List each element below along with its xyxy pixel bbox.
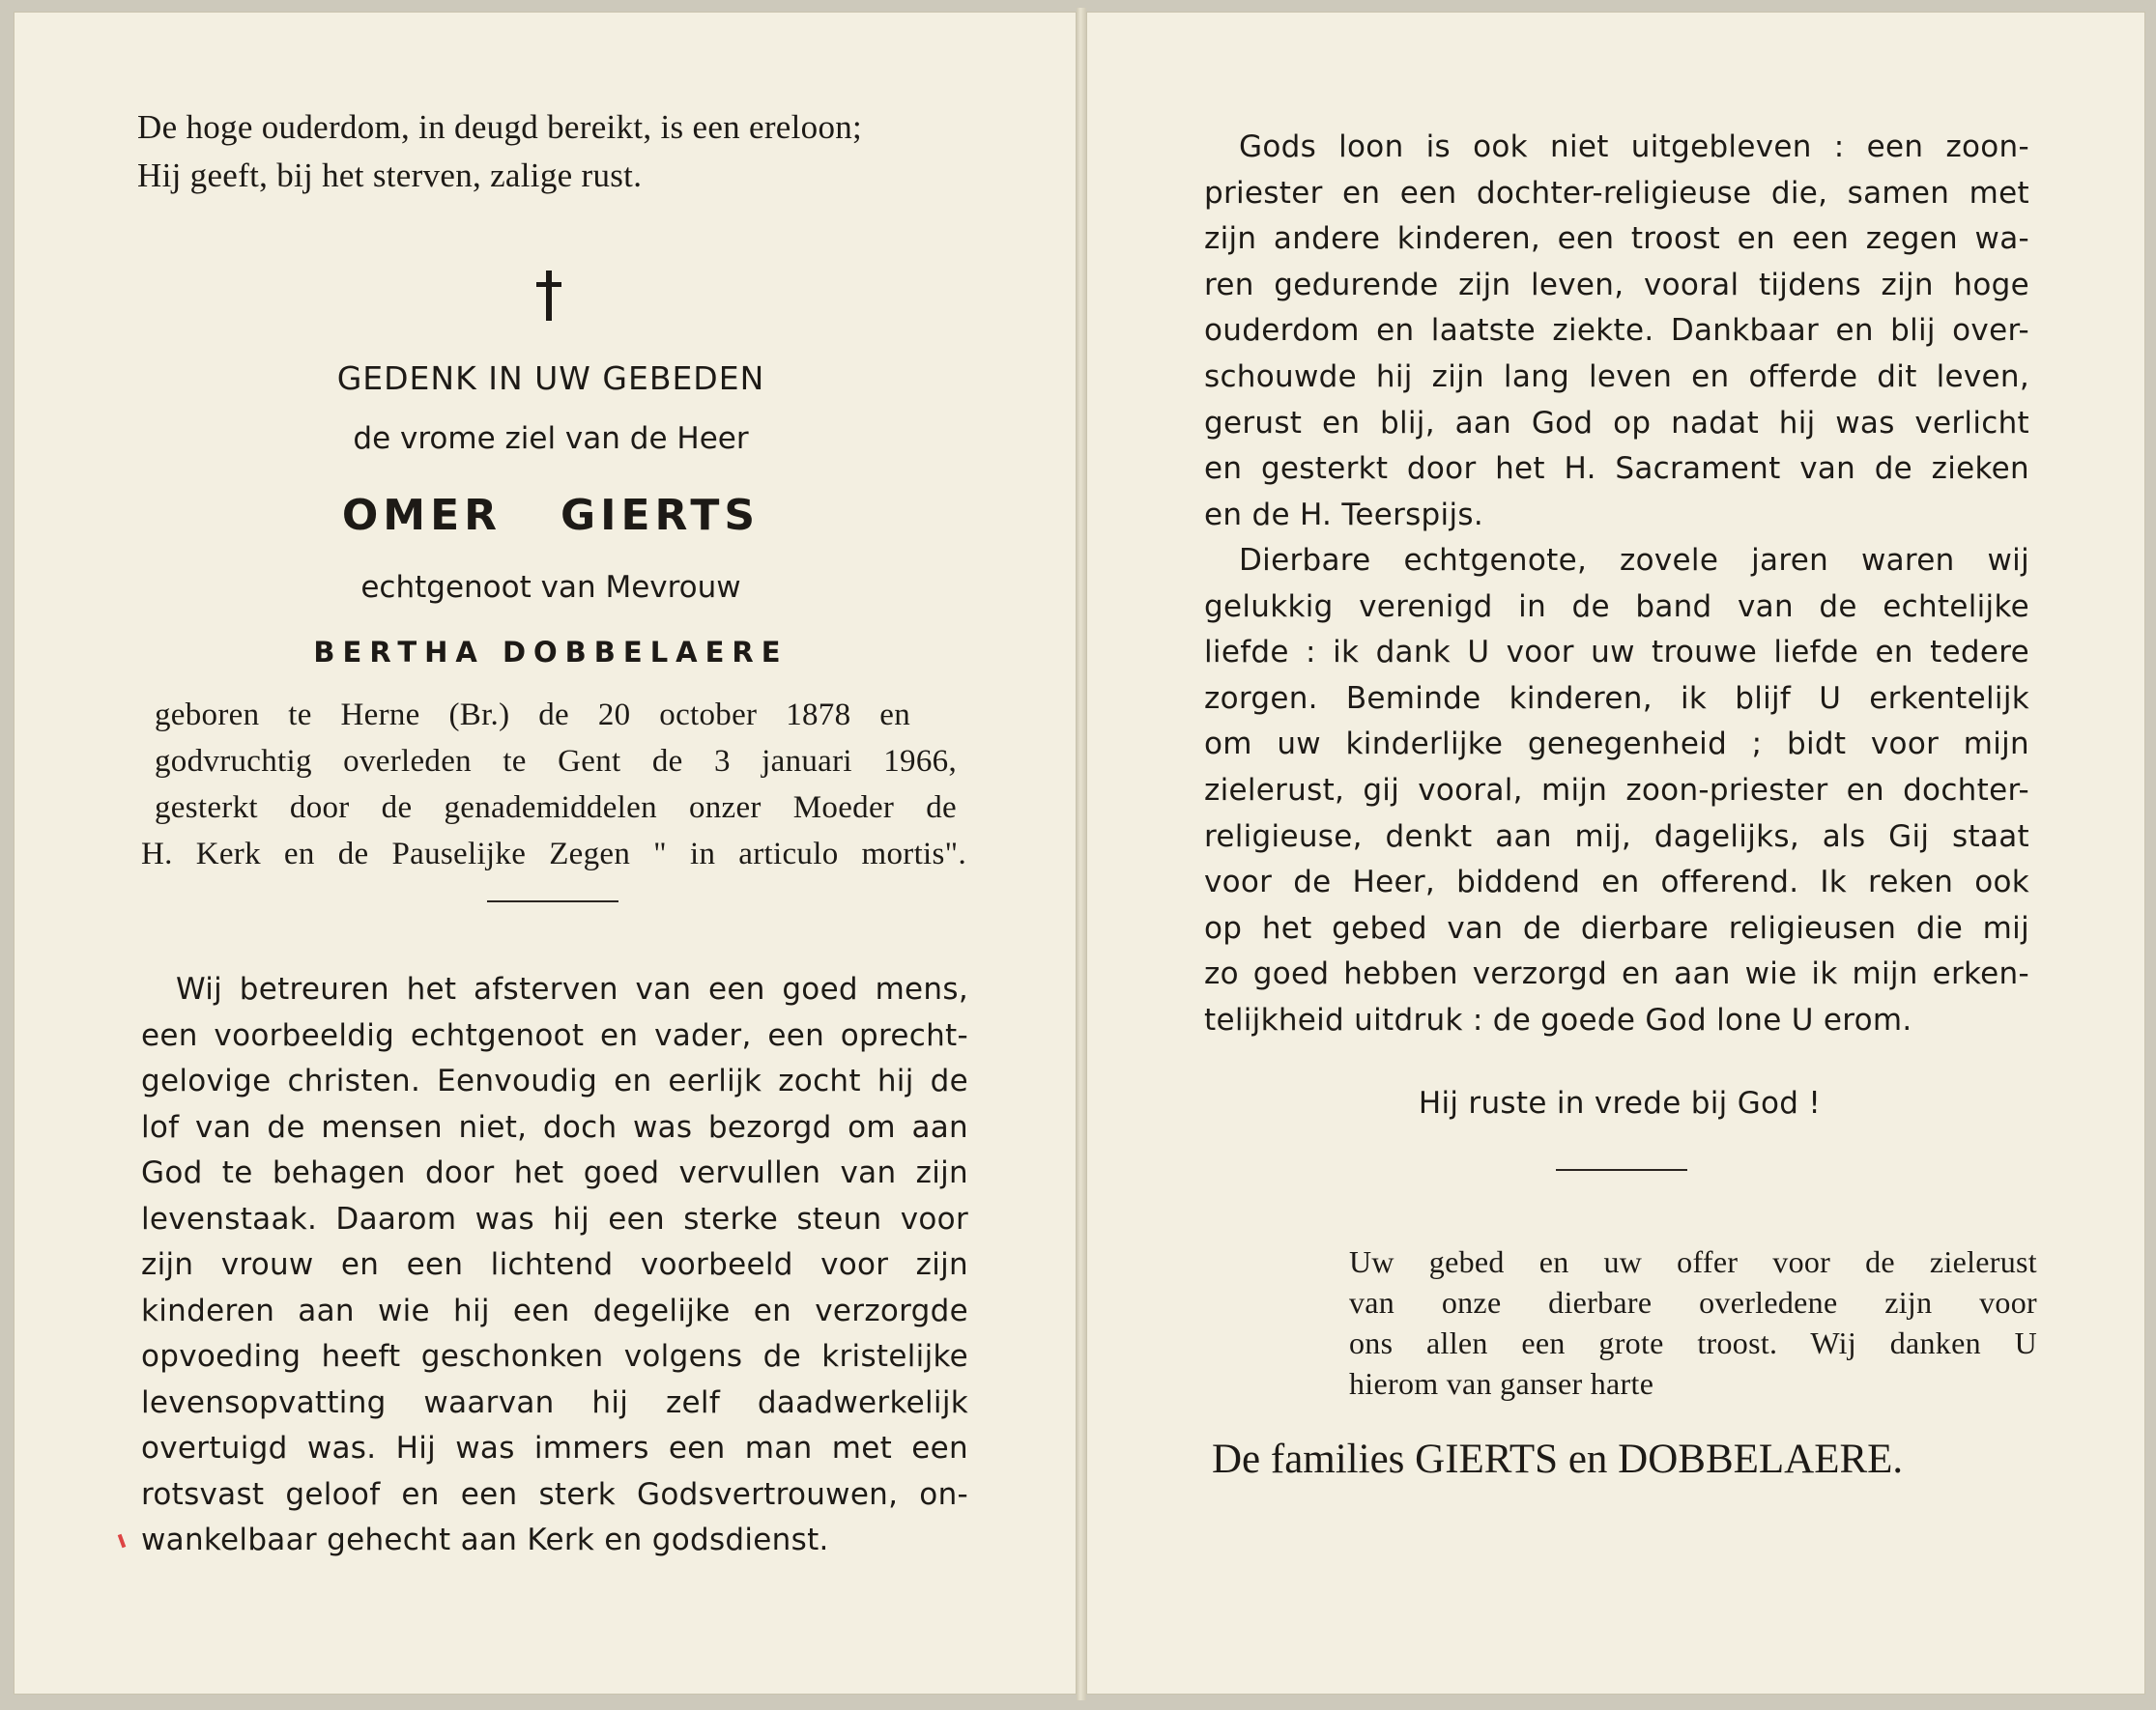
text-line: liefde : ik dank U voor uw trouwe liefde en tedere xyxy=(1204,635,2029,670)
text-line: zijn vrouw en een lichtend voorbeeld voor zijn xyxy=(141,1247,968,1282)
text-line: religieuse, denkt aan mij, dagelijks, als Gij staat xyxy=(1204,818,2029,854)
text-line: ons allen een grote troost. Wij danken U xyxy=(1349,1325,2037,1360)
text-line: levensopvatting waarvan hij zelf daadwerkelijk xyxy=(141,1384,968,1420)
rest-line: Hij ruste in vrede bij God ! xyxy=(1418,1086,1822,1121)
text-line: en gesterkt door het H. Sacrament van de zieken xyxy=(1204,451,2029,487)
text-line: hierom van ganser harte xyxy=(1349,1366,1654,1401)
remember-heading: GEDENK IN UW GEBEDEN xyxy=(336,359,765,397)
card-fold xyxy=(1077,8,1086,1700)
text-line: om uw kinderlijke genegenheid ; bidt voor mijn xyxy=(1204,727,2029,762)
text-line: priester en een dochter-religieuse die, samen met xyxy=(1204,175,2029,211)
cross-icon xyxy=(530,269,568,323)
divider xyxy=(487,900,618,902)
text-line: God te behagen door het goed vervullen van zijn xyxy=(141,1155,968,1190)
text-line: telijkheid uitdruk : de goede God lone U erom. xyxy=(1204,1003,1912,1038)
families-signature: De families GIERTS en DOBBELAERE. xyxy=(1212,1437,1904,1482)
text-line: op het gebed van de dierbare religieusen die mij xyxy=(1204,910,2029,946)
spouse-name: BERTHA DOBBELAERE xyxy=(313,636,789,669)
text-line: zorgen. Beminde kinderen, ik blijf U erkentelijk xyxy=(1204,680,2029,716)
text-line: voor de Heer, biddend en offerend. Ik reken ook xyxy=(1204,865,2029,900)
soul-line: de vrome ziel van de Heer xyxy=(353,421,749,456)
text-line: gelukkig verenigd in de band van de echtelijke xyxy=(1204,588,2029,624)
text-line: lof van de mensen niet, doch was bezorgd om aan xyxy=(141,1109,968,1145)
text-line: Gods loon is ook niet uitgebleven : een zoon- xyxy=(1239,129,2029,164)
text-line: wankelbaar gehecht aan Kerk en godsdienst. xyxy=(141,1523,829,1557)
text-line: schouwde hij zijn lang leven en offerde dit leven, xyxy=(1204,359,2029,394)
text-line: gelovige christen. Eenvoudig en eerlijk zocht hij de xyxy=(141,1064,968,1098)
text-line: Uw gebed en uw offer voor de zielerust xyxy=(1349,1244,2037,1279)
text-line: overtuigd was. Hij was immers een man met een xyxy=(141,1431,968,1466)
text-line: zijn andere kinderen, een troost en een zegen wa- xyxy=(1204,221,2029,257)
text-line: kinderen aan wie hij een degelijke en verzorgde xyxy=(141,1293,968,1328)
text-line: een voorbeeldig echtgenoot en vader, een oprecht- xyxy=(141,1017,968,1053)
text-line: rotsvast geloof en een sterk Godsvertrouwen, on- xyxy=(141,1476,968,1512)
text-line: Dierbare echtgenote, zovele jaren waren wij xyxy=(1239,543,2029,578)
text-line: van onze dierbare overledene zijn voor xyxy=(1349,1285,2037,1320)
bio-line: gesterkt door de genademiddelen onzer Moeder de xyxy=(155,790,957,825)
text-line: opvoeding heeft geschonken volgens de kristelijke xyxy=(141,1339,968,1374)
epigraph-line: De hoge ouderdom, in deugd bereikt, is een ereloon; xyxy=(137,108,863,146)
bio-line: geboren te Herne (Br.) de 20 october 1878 en xyxy=(155,698,910,732)
deceased-name: OMER GIERTS xyxy=(341,491,761,540)
spouse-intro: echtgenoot van Mevrouw xyxy=(360,570,741,605)
text-line: zielerust, gij vooral, mijn zoon-priester en dochter- xyxy=(1204,773,2029,808)
text-line: Wij betreuren het afsterven van een goed mens, xyxy=(176,972,968,1007)
bio-line: H. Kerk en de Pauselijke Zegen " in articulo mortis". xyxy=(141,837,966,871)
text-line: zo goed hebben verzorgd en aan wie ik mijn erken- xyxy=(1204,956,2029,992)
text-line: en de H. Teerspijs. xyxy=(1204,497,1483,532)
text-line: gerust en blij, aan God op nadat hij was verlicht xyxy=(1204,405,2029,441)
text-line: ouderdom en laatste ziekte. Dankbaar en blij over- xyxy=(1204,313,2029,349)
text-line: levenstaak. Daarom was hij een sterke steun voor xyxy=(141,1201,968,1237)
text-line: ren gedurende zijn leven, vooral tijdens zijn hoge xyxy=(1204,267,2029,302)
epigraph-line: Hij geeft, bij het sterven, zalige rust. xyxy=(137,157,643,194)
divider xyxy=(1556,1169,1687,1171)
bio-line: godvruchtig overleden te Gent de 3 januari 1966, xyxy=(155,744,957,779)
